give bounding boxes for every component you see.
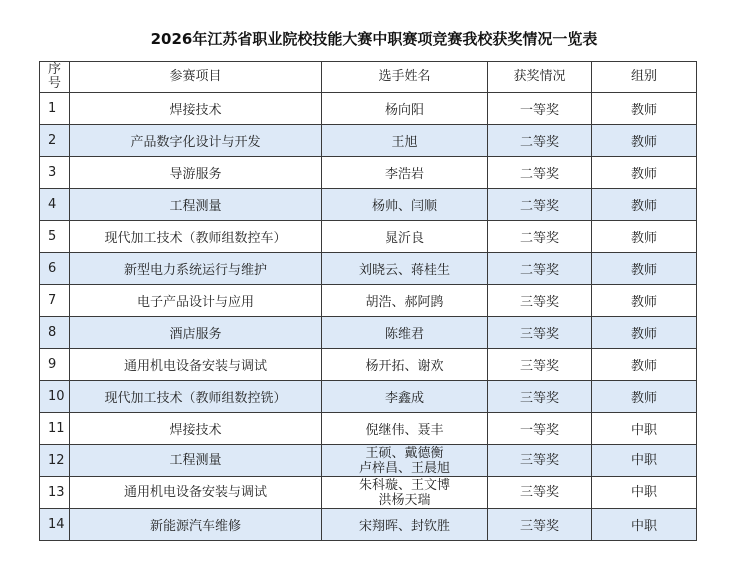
table-row (40, 413, 697, 445)
cell-award: 三等奖 (488, 349, 592, 381)
contestant-name: 洪杨天瑞 (378, 492, 431, 508)
cell-seq: 1 (40, 93, 70, 125)
cell-seq: 14 (40, 509, 70, 541)
table-row (40, 125, 697, 157)
cell-event: 电子产品设计与应用 (70, 285, 322, 317)
table-row (40, 317, 697, 349)
contestant-name: 王旭 (391, 135, 418, 150)
cell-event: 新能源汽车维修 (70, 509, 322, 541)
cell-group: 教师 (592, 349, 697, 381)
cell-event: 现代加工技术（教师组数控铣） (70, 381, 322, 413)
cell-seq: 6 (40, 253, 70, 285)
cell-award: 三等奖 (488, 509, 592, 541)
cell-seq: 13 (40, 477, 70, 509)
cell-group: 教师 (592, 221, 697, 253)
cell-award: 二等奖 (488, 125, 592, 157)
cell-event: 通用机电设备安装与调试 (70, 349, 322, 381)
cell-event: 产品数字化设计与开发 (70, 125, 322, 157)
cell-event: 酒店服务 (70, 317, 322, 349)
contestant-name: 胡浩、郝阿鹍 (365, 295, 444, 310)
cell-seq: 5 (40, 221, 70, 253)
cell-seq: 12 (40, 445, 70, 477)
cell-contestant (322, 125, 488, 157)
cell-seq: 3 (40, 157, 70, 189)
table-row (40, 221, 697, 253)
cell-group: 教师 (592, 93, 697, 125)
contestant-name: 杨开拓、谢欢 (365, 359, 444, 374)
cell-event: 焊接技术 (70, 93, 322, 125)
cell-group: 教师 (592, 285, 697, 317)
cell-group: 中职 (592, 413, 697, 445)
cell-contestant (322, 157, 488, 189)
cell-award: 二等奖 (488, 189, 592, 221)
table-row (40, 381, 697, 413)
cell-award: 一等奖 (488, 413, 592, 445)
cell-event: 工程测量 (70, 445, 322, 477)
cell-contestant (322, 93, 488, 125)
contestant-name: 宋翔晖、封钦胜 (358, 519, 450, 534)
cell-award: 三等奖 (488, 317, 592, 349)
table-row (40, 189, 697, 221)
cell-contestant (322, 477, 488, 509)
cell-group: 中职 (592, 477, 697, 509)
cell-seq: 2 (40, 125, 70, 157)
cell-group: 教师 (592, 253, 697, 285)
cell-seq: 11 (40, 413, 70, 445)
cell-event: 导游服务 (70, 157, 322, 189)
cell-contestant (322, 285, 488, 317)
header-group: 组别 (592, 62, 697, 93)
contestant-name: 李鑫成 (384, 391, 424, 406)
cell-seq: 9 (40, 349, 70, 381)
cell-group: 教师 (592, 317, 697, 349)
cell-contestant (322, 189, 488, 221)
cell-contestant (322, 317, 488, 349)
cell-award: 二等奖 (488, 253, 592, 285)
contestant-name: 王硕、戴德衡 (365, 445, 444, 461)
table-row (40, 445, 697, 477)
cell-event: 现代加工技术（教师组数控车） (70, 221, 322, 253)
awards-table (39, 61, 697, 541)
cell-award: 二等奖 (488, 221, 592, 253)
table-row (40, 509, 697, 541)
cell-group: 教师 (592, 157, 697, 189)
cell-event: 通用机电设备安装与调试 (70, 477, 322, 509)
cell-contestant (322, 413, 488, 445)
contestant-name: 朱科璇、王文博 (358, 477, 450, 493)
contestant-name: 杨向阳 (384, 103, 424, 118)
contestant-name: 刘晓云、蒋桂生 (358, 263, 450, 278)
header-event: 参赛项目 (70, 62, 322, 93)
contestant-name: 卢梓昌、王晨旭 (358, 460, 450, 476)
table-header-row (40, 62, 697, 93)
table-row (40, 93, 697, 125)
cell-contestant (322, 509, 488, 541)
cell-group: 教师 (592, 125, 697, 157)
cell-award: 三等奖 (488, 445, 592, 477)
table-row (40, 157, 697, 189)
table-row (40, 349, 697, 381)
table-row (40, 285, 697, 317)
cell-contestant (322, 349, 488, 381)
cell-group: 中职 (592, 509, 697, 541)
cell-event: 工程测量 (70, 189, 322, 221)
contestant-name: 倪继伟、聂丰 (365, 423, 444, 438)
cell-award: 三等奖 (488, 477, 592, 509)
cell-award: 三等奖 (488, 285, 592, 317)
cell-award: 二等奖 (488, 157, 592, 189)
cell-seq: 4 (40, 189, 70, 221)
contestant-name: 杨帅、闫顺 (371, 199, 437, 214)
cell-contestant (322, 445, 488, 477)
contestant-name: 晁沂良 (384, 231, 424, 246)
cell-seq: 8 (40, 317, 70, 349)
cell-group: 教师 (592, 381, 697, 413)
header-contestant: 选手姓名 (322, 62, 488, 93)
header-award: 获奖情况 (488, 62, 592, 93)
contestant-name: 李浩岩 (384, 167, 424, 182)
cell-group: 中职 (592, 445, 697, 477)
table-row (40, 253, 697, 285)
cell-contestant (322, 221, 488, 253)
cell-seq: 10 (40, 381, 70, 413)
cell-group: 教师 (592, 189, 697, 221)
table-row (40, 477, 697, 509)
cell-event: 焊接技术 (70, 413, 322, 445)
header-seq: 序号 (40, 62, 70, 93)
page-title: 2026年江苏省职业院校技能大赛中职赛项竞赛我校获奖情况一览表 (150, 30, 598, 48)
cell-award: 三等奖 (488, 381, 592, 413)
contestant-name: 陈维君 (384, 327, 424, 342)
table-body (40, 93, 697, 541)
cell-award: 一等奖 (488, 93, 592, 125)
cell-contestant (322, 381, 488, 413)
cell-contestant (322, 253, 488, 285)
cell-seq: 7 (40, 285, 70, 317)
cell-event: 新型电力系统运行与维护 (70, 253, 322, 285)
